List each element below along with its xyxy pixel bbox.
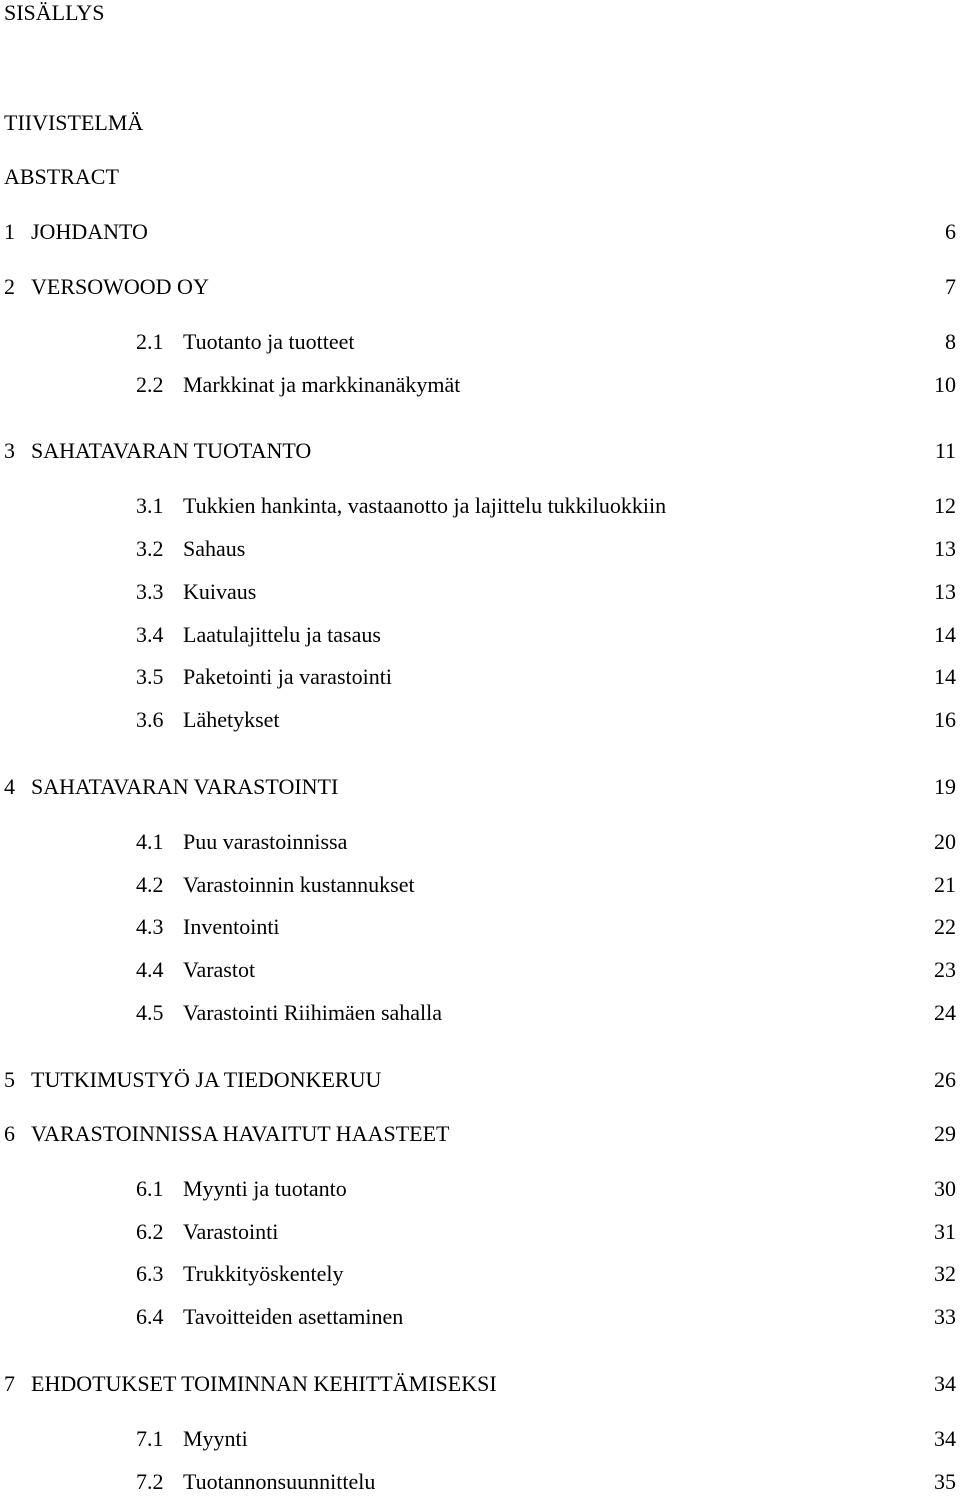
toc-entry-page-number: 34: [934, 1426, 956, 1451]
toc-entry-title: Tavoitteiden asettaminen: [183, 1304, 404, 1329]
toc-entry-page-number: 32: [934, 1261, 956, 1286]
toc-entry-title: Tukkien hankinta, vastaanotto ja lajittelu tukkiluokkiin: [183, 493, 667, 518]
toc-entry-title: Markkinat ja markkinanäkymät: [183, 372, 461, 397]
toc-entry: [0, 217, 960, 247]
toc-entry-title: Myynti: [183, 1426, 248, 1451]
toc-entry-title: SAHATAVARAN TUOTANTO: [31, 438, 312, 463]
toc-entry-number: 3.6: [136, 707, 164, 732]
toc-entry: [0, 370, 960, 400]
toc-entry-number: 7.2: [136, 1469, 164, 1494]
toc-entry-number: 7.1: [136, 1426, 164, 1451]
toc-entry-title: Puu varastoinnissa: [183, 829, 348, 854]
toc-entry-title: TIIVISTELMÄ: [4, 110, 144, 135]
toc-entry-page-number: 8: [945, 329, 956, 354]
toc-entry: [0, 1174, 960, 1204]
toc-entry-title: Varastointi Riihimäen sahalla: [183, 1000, 443, 1025]
toc-entry-page-number: 11: [934, 438, 956, 463]
toc-entry-number: 3.3: [136, 579, 164, 604]
toc-entry-title: ABSTRACT: [4, 164, 119, 189]
toc-entry: [0, 1119, 960, 1149]
toc-entry-page-number: 26: [934, 1067, 956, 1092]
toc-entry-page-number: 16: [934, 707, 956, 732]
toc-entry: [0, 272, 960, 302]
toc-entry-page-number: 24: [934, 1000, 956, 1025]
toc-entry-page-number: 31: [934, 1219, 956, 1244]
toc-entry-page-number: 13: [934, 536, 956, 561]
toc-entry-number: 4.5: [136, 1000, 164, 1025]
toc-entry-number: 4.4: [136, 957, 164, 982]
toc-entry: [0, 955, 960, 985]
toc-entry-number: 6.2: [136, 1219, 164, 1244]
toc-entry-page-number: 19: [934, 774, 956, 799]
toc-entry-title: VERSOWOOD OY: [31, 274, 209, 299]
toc-entry-title: Trukkityöskentely: [183, 1261, 344, 1286]
toc-entry-title: Lähetykset: [183, 707, 280, 732]
toc-entry-title: Tuotanto ja tuotteet: [183, 329, 355, 354]
toc-entry-number: 5: [4, 1067, 15, 1092]
toc-entry-title: SAHATAVARAN VARASTOINTI: [31, 774, 339, 799]
toc-entry-number: 6: [4, 1121, 15, 1146]
toc-entry-title: Tuotannonsuunnittelu: [183, 1469, 376, 1494]
toc-entry-title: Inventointi: [183, 914, 280, 939]
toc-entry-number: 3.2: [136, 536, 164, 561]
toc-entry-number: 6.4: [136, 1304, 164, 1329]
toc-entry-page-number: 29: [934, 1121, 956, 1146]
toc-entry-number: 3: [4, 438, 15, 463]
toc-entry-page-number: 30: [934, 1176, 956, 1201]
toc-entry-number: 1: [4, 219, 15, 244]
toc-entry-page-number: 34: [934, 1371, 956, 1396]
toc-entry-number: 7: [4, 1371, 15, 1396]
toc-entry: [0, 327, 960, 357]
toc-entry-page-number: 20: [934, 829, 956, 854]
toc-entry-page-number: 35: [934, 1469, 956, 1494]
toc-entry: [0, 491, 960, 521]
toc-entry-page-number: 7: [945, 274, 956, 299]
toc-entry: [0, 436, 960, 466]
toc-entry: [0, 577, 960, 607]
toc-entry: [0, 1424, 960, 1454]
toc-entry: [0, 998, 960, 1028]
toc-entry: [0, 162, 960, 192]
toc-entry-page-number: 6: [945, 219, 956, 244]
toc-entry-number: 4: [4, 774, 15, 799]
toc-entry-number: 6.1: [136, 1176, 164, 1201]
toc-entry-title: Laatulajittelu ja tasaus: [183, 622, 381, 647]
toc-entry-title: Paketointi ja varastointi: [183, 664, 392, 689]
toc-entry: [0, 912, 960, 942]
toc-entry-page-number: 22: [934, 914, 956, 939]
toc-entry-page-number: 12: [934, 493, 956, 518]
toc-entry-title: EHDOTUKSET TOIMINNAN KEHITTÄMISEKSI: [31, 1371, 497, 1396]
toc-entry: [0, 108, 960, 138]
toc-entry-title: Varastot: [183, 957, 256, 982]
toc-entry-number: 2.2: [136, 372, 164, 397]
toc-entry-number: 3.5: [136, 664, 164, 689]
toc-entry: [0, 534, 960, 564]
toc-entry: [0, 1259, 960, 1289]
toc-entry-title: Kuivaus: [183, 579, 257, 604]
toc-entry-title: Varastoinnin kustannukset: [183, 872, 415, 897]
toc-entry-number: 3.4: [136, 622, 164, 647]
toc-entry: [0, 1302, 960, 1332]
toc-entry: [0, 1065, 960, 1095]
toc-entry-title: TUTKIMUSTYÖ JA TIEDONKERUU: [31, 1067, 382, 1092]
toc-entry: [0, 620, 960, 650]
toc-entry-page-number: 21: [934, 872, 956, 897]
toc-entry-number: 4.1: [136, 829, 164, 854]
toc-entry-number: 4.3: [136, 914, 164, 939]
toc-entry-title: Myynti ja tuotanto: [183, 1176, 347, 1201]
toc-entry: [0, 772, 960, 802]
toc-entry: [0, 870, 960, 900]
toc-entry-number: 6.3: [136, 1261, 164, 1286]
toc-entry: [0, 1369, 960, 1399]
toc-entry-number: 4.2: [136, 872, 164, 897]
toc-entry-title: Varastointi: [183, 1219, 279, 1244]
toc-entry-page-number: 33: [934, 1304, 956, 1329]
toc-entry: [0, 1217, 960, 1247]
toc-entry-title: VARASTOINNISSA HAVAITUT HAASTEET: [31, 1121, 450, 1146]
toc-entry-page-number: 14: [934, 664, 956, 689]
toc-entry-title: JOHDANTO: [31, 219, 148, 244]
toc-entry: [0, 662, 960, 692]
toc-entry: [0, 705, 960, 735]
toc-entry-page-number: 23: [934, 957, 956, 982]
toc-entry-number: 2: [4, 274, 15, 299]
page-title: SISÄLLYS: [4, 0, 105, 25]
toc-entry-page-number: 10: [934, 372, 956, 397]
toc-entry-number: 3.1: [136, 493, 164, 518]
toc-entry-page-number: 13: [934, 579, 956, 604]
toc-entry-title: Sahaus: [183, 536, 246, 561]
toc-entry-number: 2.1: [136, 329, 164, 354]
toc-entry-page-number: 14: [934, 622, 956, 647]
toc-entry: [0, 827, 960, 857]
